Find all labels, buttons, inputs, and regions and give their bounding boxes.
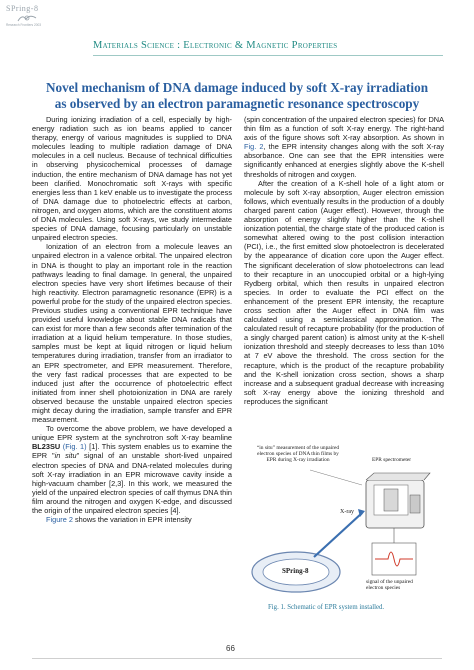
paragraph-2: Ionization of an electron from a molecule leaves an unpaired electron in a valence orbital. The unpaired electron in DNA is thought to play an important role in the reaction pathways leading to final damage. In general, the unpaired electron species have very short lifetimes because of their high reactivity. Electron paramagnetic resonance (EPR) is a powerful probe for the study of the unpaired electron species. Previous studies using a conventional EPR technique have provided useful knowledge about stable DNA radicals that can exist for more than a few seconds after termination of the irradiation at a liquid helium temperature. In those studies, samples must be kept at liquid nitrogen or liquid helium temperatures during irradiation, transfer from an irradiator to an EPR spectrometer, and EPR measurement. Therefore, the very fast radical processes that are expected to be induced just after the occurrence of photoelectric effect initiated from inner shell photoionization in DNA are rarely observed because the unstable unpaired electron species might decay during the irradiation, sample transfer and EPR measurement. <box>32 242 232 425</box>
r1-text-a: (spin concentration of the unpaired electron species) for DNA thin film as a function of soft X-ray energy. The right-hand axis of the figure shows soft X-ray absorption. As shown in <box>244 115 444 143</box>
section-header: Materials Science : Electronic & Magnetic Properties <box>93 40 338 51</box>
signal-label-line-2: electron species <box>366 585 401 592</box>
fig2-link[interactable]: Figure 2 <box>46 515 73 525</box>
insitu-callout-line <box>310 470 362 485</box>
logo-mark-icon <box>16 13 38 23</box>
spring8-logo <box>6 4 64 28</box>
insitu-label-line-2: electron species of DNA thin films by <box>257 451 339 458</box>
paragraph-r1 <box>244 115 444 179</box>
paragraph-4 <box>32 515 232 524</box>
epr-signal-plot <box>372 543 416 575</box>
p3-text-b: [1]. This system enables us to examine the EPR " <box>32 442 233 461</box>
beamline-name: BL23SU <box>32 442 61 452</box>
xray-beam-line <box>314 513 362 557</box>
p4-text-a: shows the variation in EPR intensity <box>72 515 192 525</box>
spring8-label: SPring-8 <box>282 567 309 575</box>
footer-divider <box>32 658 442 659</box>
title-line-2: as observed by an electron paramagnetic resonance spectroscopy <box>54 96 420 111</box>
in-situ-term: in situ <box>54 451 77 461</box>
insitu-label-line-3: EPR during X-ray irradiation <box>266 457 330 464</box>
p3-text-c: " signal of an unstable short-lived unpaired electron species of DNA and DNA-related molecules during soft X-ray irradiation in an EPR microwave cavity inside a high-vacuum chamber [2,3]. In this work, we measured the yield of the unpaired electron species of calf thymus DNA thin film around the nitrogen and oxygen K-edge, and discussed the origin of the unpaired electron species [4]. <box>32 451 232 516</box>
paragraph-r2: After the creation of a K-shell hole of a light atom or molecule by soft X-ray absorption, Auger electron emission follows, which eventually results in the production of a doubly charged parent cation (Auger effect). However, through the absorption of energy slightly higher than the K-shell ionization potential, the charge state of the produced cation is somewhat altered owing to the post collision interaction (PCI), i.e., the first emitted slow photoelectron is decelerated by the appearance of dication core upon the Auger effect. The significant deceleration of slow photoelectrons can lead to their recapture in an unoccupied orbital or a high-lying Rydberg orbital, which then results in unpaired electron species. In order to evaluate the PCI effect on the enhancement of the present EPR intensity, the recapture cross section after the Auger effect in DNA film was calculated using a semiclassical approximation. The calculated result of recapture probability (for the production of a singly charged parent cation) is almost unity at the K-shell ionization threshold and steeply decreases to less than 10% at 7 eV above the threshold. The cross section for the recapture, which is the product of the recapture probability and the K-shell ionization cross section, shows a sharp increase and a subsequent gradual decrease with increasing soft X-ray energy above the ionizing threshold and reproduces the significant <box>244 178 444 406</box>
signal-label <box>366 579 436 591</box>
page-number: 66 <box>226 644 235 653</box>
header-divider <box>93 55 443 56</box>
r1-text-b: , the EPR intensity changes along with the soft X-ray absorbance. One can see that the EPR intensities were significantly enhanced at energies slightly above the K-shell thresholds of nitrogen and oxygen. <box>244 142 444 179</box>
paragraph-3 <box>32 424 232 515</box>
p3-text-a: To overcome the above problem, we have developed a unique EPR system at the synchrotron soft X-ray beamline <box>32 424 232 443</box>
figure-caption: Fig. 1. Schematic of EPR system installed. <box>268 604 385 611</box>
insitu-label <box>248 445 348 464</box>
xray-label: X-ray <box>340 509 354 515</box>
fig2-link-right[interactable]: Fig. 2 <box>244 142 264 152</box>
insitu-label-line-1: “in situ” measurement of the unpaired <box>256 445 340 451</box>
left-column <box>32 115 232 524</box>
right-column <box>244 115 444 406</box>
fig1-link[interactable]: (Fig. 1) <box>62 442 87 452</box>
figure-1 <box>244 445 444 615</box>
logo-subtitle: Research Frontiers 2003 <box>6 23 42 27</box>
signal-label-line-1: signal of the unpaired <box>366 579 413 585</box>
epr-spectrometer-label: EPR spectrometer <box>372 457 412 463</box>
article-title <box>18 80 456 112</box>
logo-title: SPring-8 <box>6 4 39 13</box>
title-line-1: Novel mechanism of DNA damage induced by soft X-ray irradiation <box>45 80 429 95</box>
epr-spectrometer-icon <box>366 473 430 528</box>
paragraph-1: During ionizing irradiation of a cell, especially by high-energy radiation such as ion beams applied to cancer therapy, energy of various magnitudes is supplied to DNA molecules leading to multiple radiation damage of DNA molecules in a cell nucleus. Because of technical difficulties in observing physicochemical processes of damage induction, the entire mechanism of DNA damage has not yet been clarified. Monochromatic soft X-rays with specific energies less than 1 keV enable us to investigate the process of DNA damage due to photoelectric effects at carbon, nitrogen, and oxygen atoms, which are the constituent atoms of DNA molecules. Using soft X-rays, we study intermediate species of DNA damage, focusing particularly on unstable unpaired electron species. <box>32 115 232 243</box>
